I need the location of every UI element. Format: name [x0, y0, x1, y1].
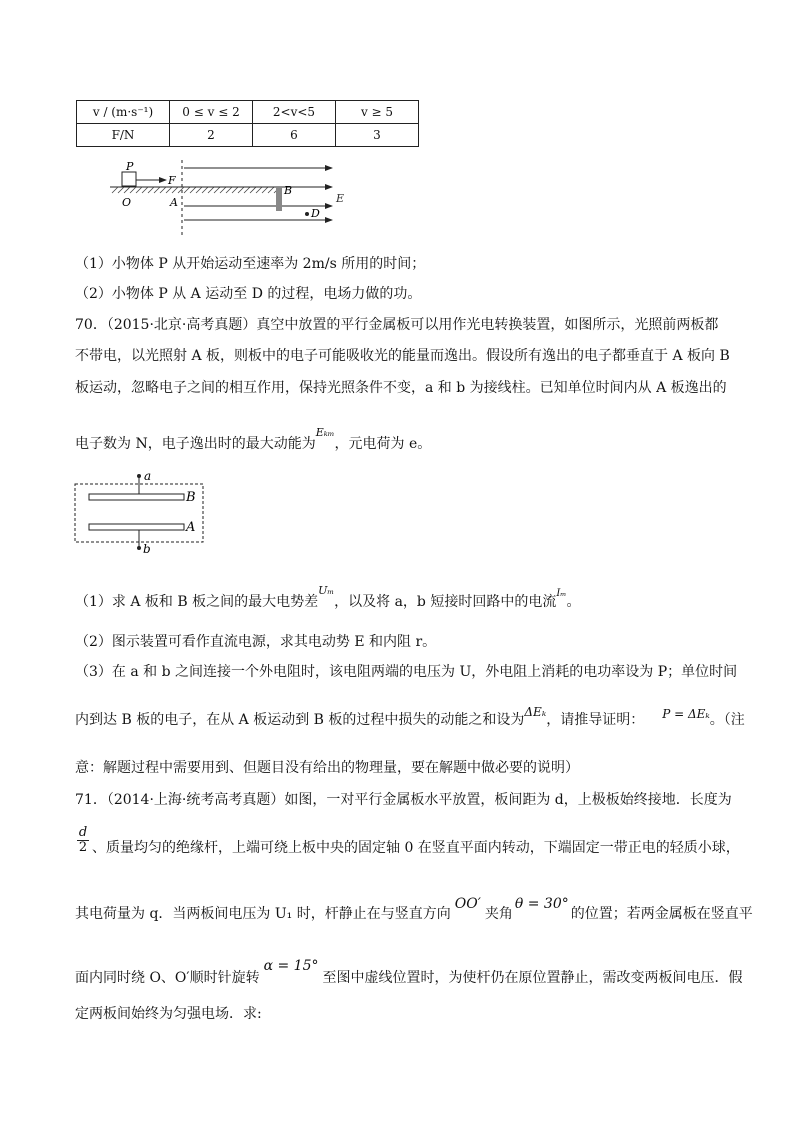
- block-field-diagram: [100, 158, 360, 238]
- q70-line4-text: 电子数为 N，电子逸出时的最大动能为: [75, 436, 316, 452]
- label-terminal-b: b: [143, 542, 151, 554]
- power-equation: P = ΔEₖ: [662, 707, 710, 721]
- q70-sub1-mid: ，以及将 a，b 短接时回路中的电流: [334, 594, 557, 610]
- fraction-d-over-2: [77, 826, 89, 855]
- q70-line1: 70．（2015·北京·高考真题）真空中放置的平行金属板可以用作光电转换装置，如图所示，光照前两板都: [75, 317, 719, 333]
- parallel-plate-diagram: [74, 470, 214, 554]
- terminal-a: [137, 474, 141, 478]
- q71-line3-tail: 的位置；若两金属板在竖直平: [570, 906, 753, 922]
- q71-line3-text: 其电荷量为 q．当两板间电压为 U₁ 时，杆静止在与竖直方向: [75, 906, 451, 922]
- oo-prime-symbol: OO′: [454, 896, 481, 912]
- table-cell: 6: [253, 124, 336, 147]
- q70-sub3-mid: ，请推导证明：: [546, 712, 645, 728]
- table-cell: 2: [170, 124, 253, 147]
- q70-sub1-text: （1）求 A 板和 B 板之间的最大电势差: [75, 594, 319, 610]
- q71-line3-mid: 夹角: [484, 906, 513, 922]
- label-b: B: [284, 184, 293, 197]
- um-symbol: Uₘ: [318, 584, 335, 597]
- table-cell: v / (m·s⁻¹): [77, 101, 170, 124]
- table-cell: F/N: [77, 124, 170, 147]
- q70-sub3-line2: [75, 705, 755, 730]
- plate-a: [89, 524, 184, 530]
- q71-line1: 71．（2014·上海·统考高考真题）如图，一对平行金属板水平放置，板间距为 d，上极板始终接地．长度为: [75, 792, 732, 808]
- q70-sub3-tail: 。（注: [709, 712, 745, 728]
- block-p: [122, 172, 136, 186]
- q70-sub3-note: 意：解题过程中需要用到、但题目没有给出的物理量，要在解题中做必要的说明）: [75, 760, 579, 776]
- q70-line2: 不带电，以光照射 A 板，则板中的电子可能吸收光的能量而逸出。假设所有逸出的电子都垂直于 A 板向 B: [75, 348, 730, 364]
- point-d: [305, 212, 309, 216]
- label-d: D: [311, 207, 320, 220]
- delta-ek-symbol: ΔEₖ: [524, 705, 547, 719]
- q70-line3: 板运动，忽略电子之间的相互作用，保持光照条件不变，a 和 b 为接线柱。已知单位时间内从 A 板逸出的: [75, 380, 727, 396]
- plate-b: [89, 494, 184, 500]
- q69-part2: （2）小物体 P 从 A 运动至 D 的过程，电场力做的功。: [75, 286, 422, 302]
- table-cell: v ≥ 5: [336, 101, 419, 124]
- ground-hatch: [112, 187, 280, 193]
- label-terminal-a: a: [144, 470, 152, 483]
- table-cell: 0 ≤ v ≤ 2: [170, 101, 253, 124]
- theta-value: θ = 30°: [514, 896, 569, 912]
- fraction-numerator: d: [78, 825, 88, 840]
- q69-part1: （1）小物体 P 从开始运动至速率为 2m/s 所用的时间；: [75, 256, 426, 272]
- q71-line4-tail: 至图中虚线位置时，为使杆仍在原位置静止，需改变两板间电压．假: [322, 970, 743, 986]
- q70-line4-tail: ，元电荷为 e。: [334, 436, 432, 452]
- q70-sub3: （3）在 a 和 b 之间连接一个外电阻时，该电阻两端的电压为 U，外电阻上消耗的电功率设为 P；单位时间: [75, 664, 738, 680]
- table-cell: 2<v<5: [253, 101, 336, 124]
- im-symbol: Iₘ: [556, 588, 567, 599]
- label-a: A: [170, 196, 178, 209]
- table-row: [77, 124, 419, 147]
- q70-sub1-tail: 。: [566, 594, 581, 610]
- velocity-force-table: [76, 100, 419, 147]
- q70-sub1: [75, 584, 755, 614]
- label-plate-a: A: [186, 520, 196, 535]
- q71-line5: 定两板间始终为匀强电场．求:: [75, 1006, 262, 1022]
- q71-line4: [75, 958, 755, 988]
- fraction-denominator: 2: [78, 840, 88, 855]
- table-cell: 3: [336, 124, 419, 147]
- ekm-symbol: Eₖₘ: [315, 426, 335, 439]
- label-f: F: [168, 174, 176, 187]
- terminal-b: [137, 546, 141, 550]
- q70-sub2: （2）图示装置可看作直流电源，求其电动势 E 和内阻 r。: [75, 634, 437, 650]
- alpha-value: α = 15°: [263, 958, 319, 974]
- q71-line4-text: 面内同时绕 O、O′顺时针旋转: [75, 970, 260, 986]
- label-p: P: [126, 160, 134, 173]
- label-o: O: [122, 196, 132, 209]
- label-e: E: [336, 192, 345, 205]
- q71-line3: [75, 896, 755, 924]
- q70-sub3-text: 内到达 B 板的电子，在从 A 板运动到 B 板的过程中损失的动能之和设为: [75, 712, 525, 728]
- q70-line4: [75, 426, 755, 455]
- wall-b: [276, 187, 282, 211]
- q71-line2: 、质量均匀的绝缘杆，上端可绕上板中央的固定轴 0 在竖直平面内转动，下端固定一带正电的轻质小球，: [92, 840, 740, 856]
- label-plate-b: B: [186, 490, 196, 505]
- table-row: [77, 101, 419, 124]
